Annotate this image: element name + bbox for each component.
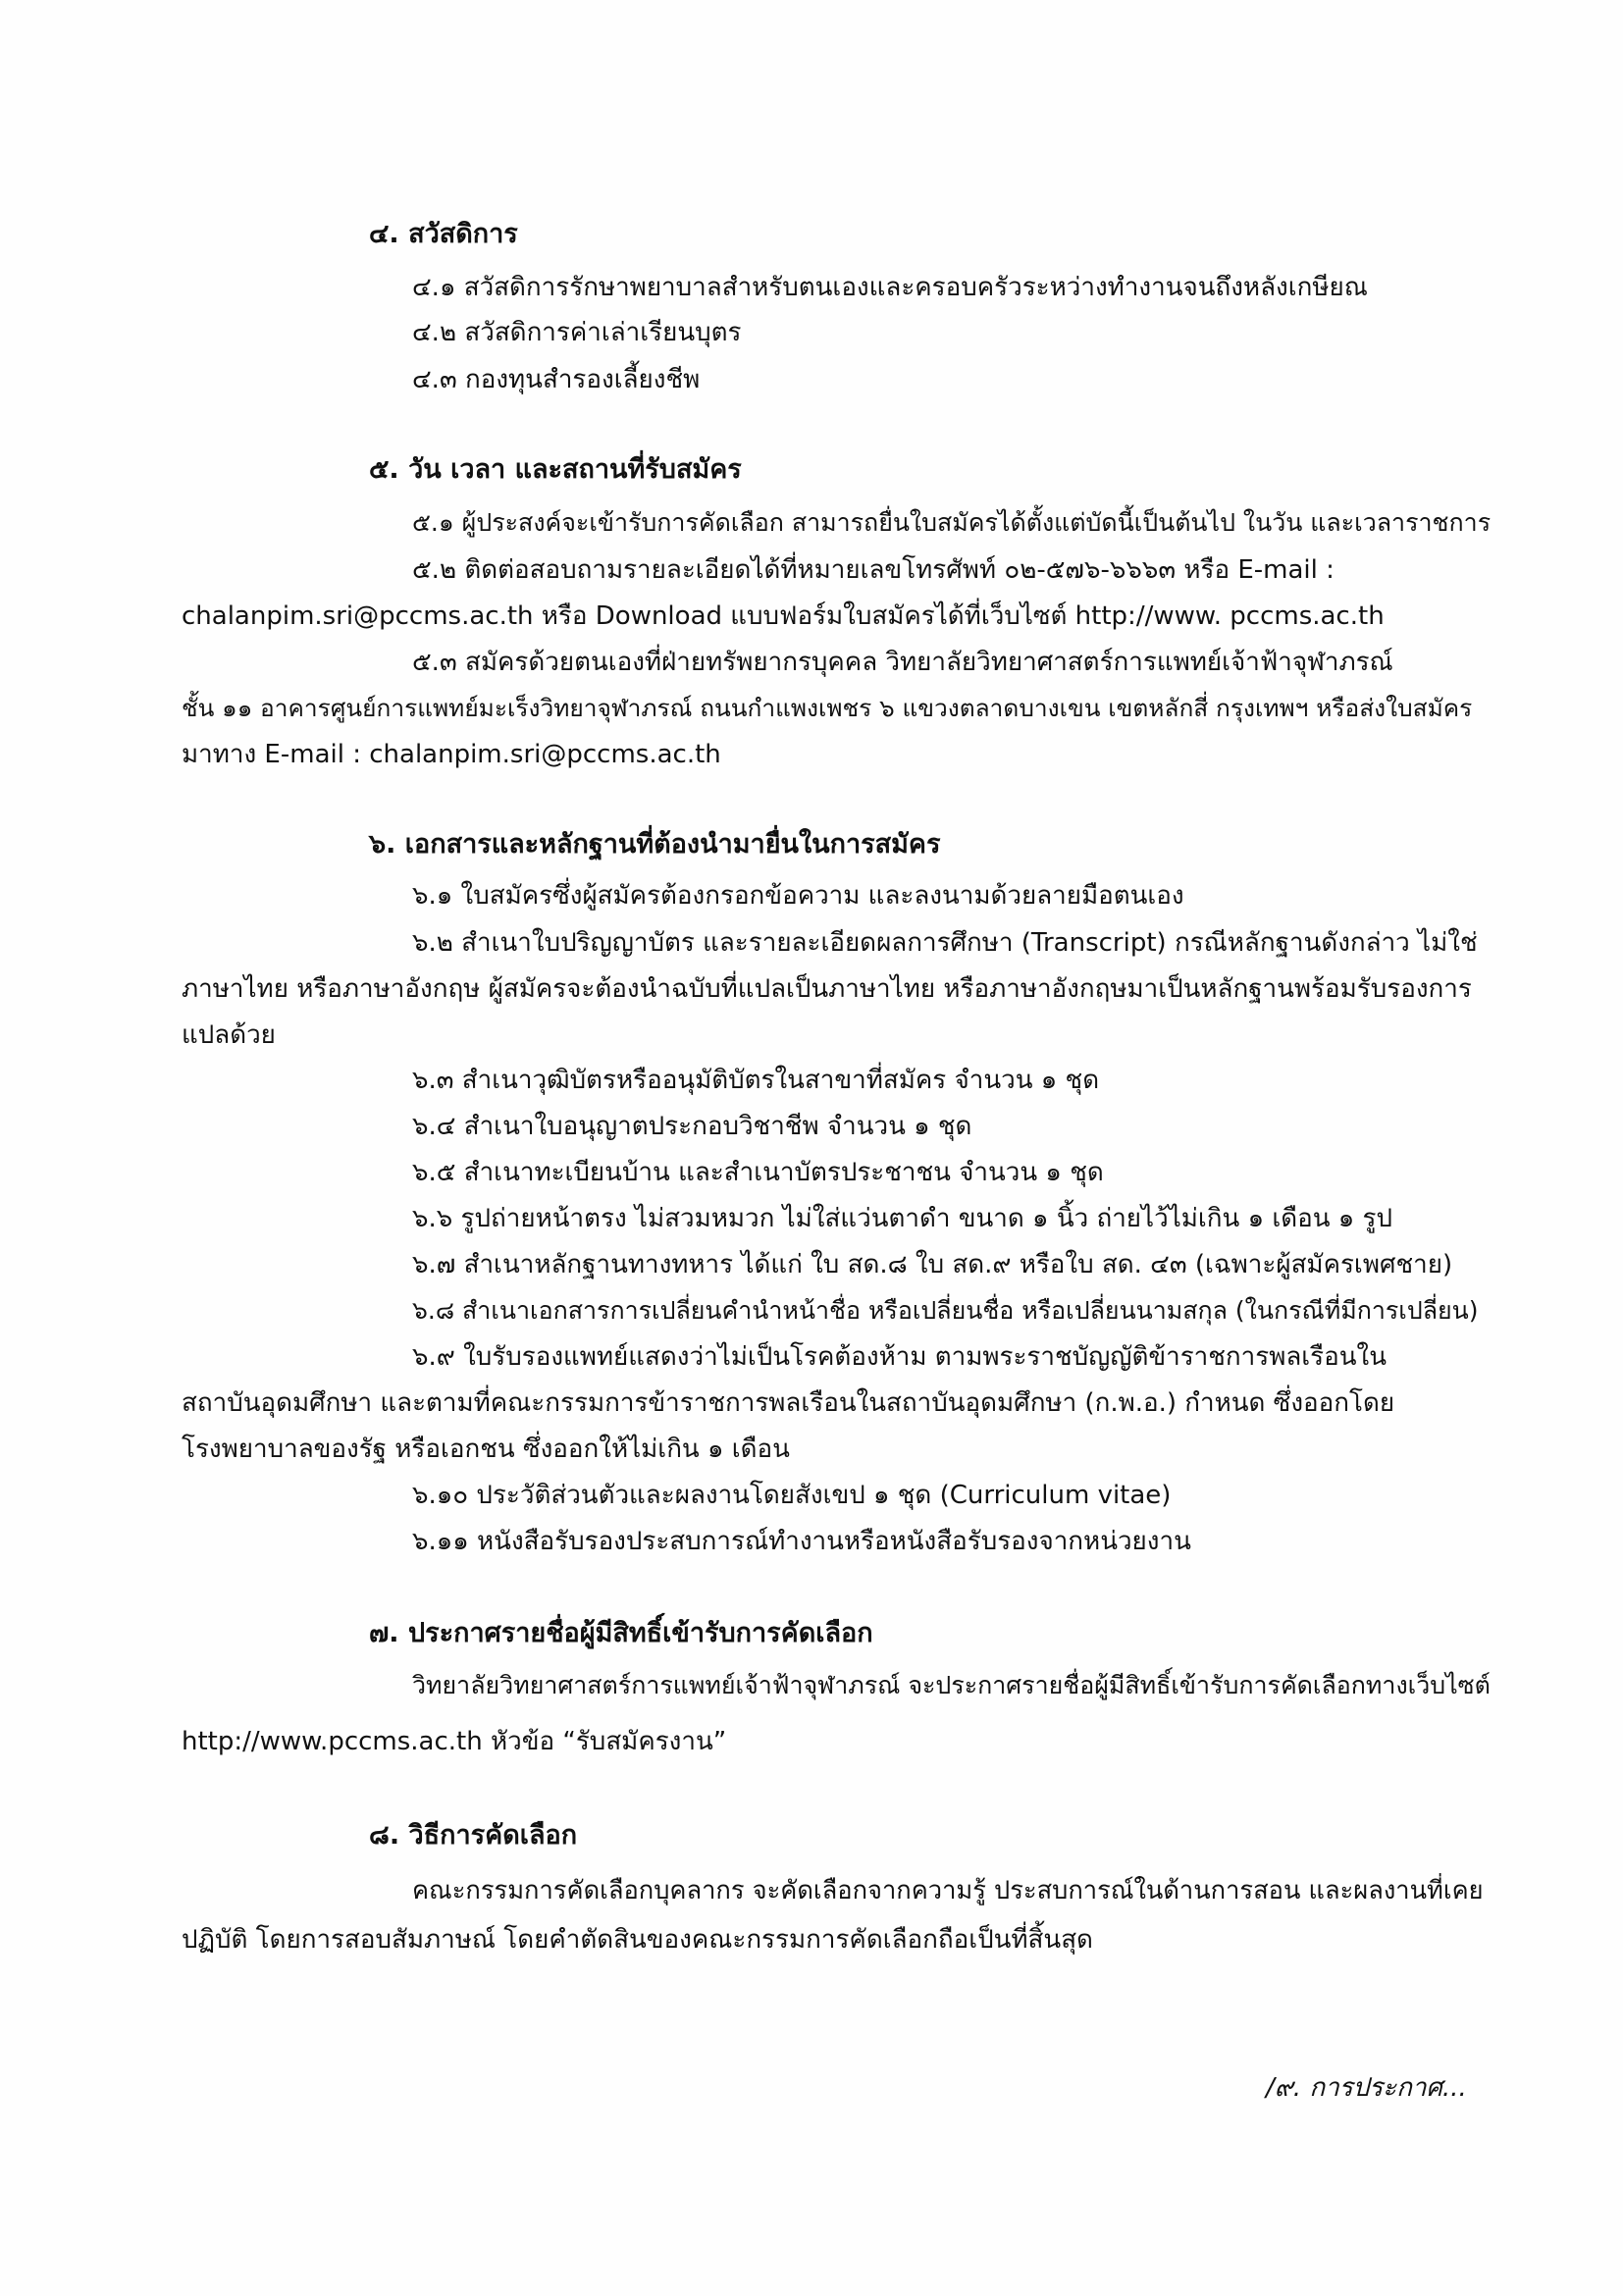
section-8-line-1: คณะกรรมการคัดเลือกบุคลากร จะคัดเลือกจากความรู้ ประสบการณ์ในด้านการสอน และผลงานที่เคย <box>412 1876 1484 1905</box>
section-5-item-2-line-2: chalanpim.sri@pccms.ac.th หรือ Download แบบฟอร์มใบสมัครได้ที่เว็บไซต์ http://www. pccms.ac.th <box>182 601 1385 631</box>
section-8-line-2: ปฏิบัติ โดยการสอบสัมภาษณ์ โดยคำตัดสินของคณะกรรมการคัดเลือกถือเป็นที่สิ้นสุด <box>182 1925 1093 1955</box>
section-6-item-9-line-1: ๖.๙ ใบรับรองแพทย์แสดงว่าไม่เป็นโรคต้องห้าม ตามพระราชบัญญัติข้าราชการพลเรือนใน <box>412 1342 1387 1372</box>
section-6-item-7: ๖.๗ สำเนาหลักฐานทางทหาร ได้แก่ ใบ สด.๘ ใบ สด.๙ หรือใบ สด. ๔๓ (เฉพาะผู้สมัครเพศชาย) <box>412 1250 1453 1279</box>
section-5-item-2-line-1: ๕.๒ ติดต่อสอบถามรายละเอียดได้ที่หมายเลขโทรศัพท์ ๐๒-๕๗๖-๖๖๖๓ หรือ E-mail : <box>412 555 1335 585</box>
section-6-item-11: ๖.๑๑ หนังสือรับรองประสบการณ์ทำงานหรือหนังสือรับรองจากหน่วยงาน <box>412 1527 1191 1556</box>
section-6-item-1: ๖.๑ ใบสมัครซึ่งผู้สมัครต้องกรอกข้อความ และลงนามด้วยลายมือตนเอง <box>412 881 1184 911</box>
section-6-item-6: ๖.๖ รูปถ่ายหน้าตรง ไม่สวมหมวก ไม่ใส่แว่นตาดำ ขนาด ๑ นิ้ว ถ่ายไว้ไม่เกิน ๑ เดือน ๑ รูป <box>412 1204 1393 1233</box>
section-6-heading: ๖. เอกสารและหลักฐานที่ต้องนำมายื่นในการสมัคร <box>369 829 941 860</box>
section-4-item-1: ๔.๑ สวัสดิการรักษาพยาบาลสำหรับตนเองและครอบครัวระหว่างทำงานจนถึงหลังเกษียณ <box>412 273 1368 302</box>
section-7-line-2: http://www.pccms.ac.th หัวข้อ “รับสมัครงาน” <box>182 1727 727 1756</box>
section-6-item-2-line-3: แปลด้วย <box>182 1020 276 1050</box>
section-4-item-2: ๔.๒ สวัสดิการค่าเล่าเรียนบุตร <box>412 318 742 347</box>
section-5-item-3-line-3: มาทาง E-mail : chalanpim.sri@pccms.ac.th <box>182 740 721 769</box>
section-6-item-9-line-2: สถาบันอุดมศึกษา และตามที่คณะกรรมการข้าราชการพลเรือนในสถาบันอุดมศึกษา (ก.พ.อ.) กำหนด ซึ่งออกโดย <box>182 1388 1395 1418</box>
section-6-item-5: ๖.๕ สำเนาทะเบียนบ้าน และสำเนาบัตรประชาชน จำนวน ๑ ชุด <box>412 1158 1104 1187</box>
section-5-item-3-line-2: ชั้น ๑๑ อาคารศูนย์การแพทย์มะเร็งวิทยาจุฬาภรณ์ ถนนกำแพงเพชร ๖ แขวงตลาดบางเขน เขตหลักสี่ กรุงเทพฯ หรือส่งใบสมัคร <box>182 694 1473 722</box>
section-6-item-2-line-2: ภาษาไทย หรือภาษาอังกฤษ ผู้สมัครจะต้องนำฉบับที่แปลเป็นภาษาไทย หรือภาษาอังกฤษมาเป็นหลักฐานพร้อมรับรองการ <box>182 974 1472 1004</box>
section-6-item-3: ๖.๓ สำเนาวุฒิบัตรหรืออนุมัติบัตรในสาขาที่สมัคร จำนวน ๑ ชุด <box>412 1066 1100 1095</box>
section-7-heading: ๗. ประกาศรายชื่อผู้มีสิทธิ์เข้ารับการคัดเลือก <box>369 1618 873 1648</box>
section-6-item-9-line-3: โรงพยาบาลของรัฐ หรือเอกชน ซึ่งออกให้ไม่เกิน ๑ เดือน <box>182 1435 790 1464</box>
section-6-item-4: ๖.๔ สำเนาใบอนุญาตประกอบวิชาชีพ จำนวน ๑ ชุด <box>412 1112 972 1141</box>
section-8-heading: ๘. วิธีการคัดเลือก <box>369 1820 578 1851</box>
section-6-item-8: ๖.๘ สำเนาเอกสารการเปลี่ยนคำนำหน้าชื่อ หรือเปลี่ยนชื่อ หรือเปลี่ยนนามสกุล (ในกรณีที่มีการเปลี่ยน) <box>412 1296 1479 1325</box>
section-4-heading: ๔. สวัสดิการ <box>369 219 518 249</box>
section-5-item-1: ๕.๑ ผู้ประสงค์จะเข้ารับการคัดเลือก สามารถยื่นใบสมัครได้ตั้งแต่บัดนี้เป็นต้นไป ในวัน และเวลาราชการ <box>412 508 1492 537</box>
section-4-item-3: ๔.๓ กองทุนสำรองเลี้ยงชีพ <box>412 365 701 394</box>
section-5-heading: ๕. วัน เวลา และสถานที่รับสมัคร <box>369 454 742 485</box>
section-7-line-1: วิทยาลัยวิทยาศาสตร์การแพทย์เจ้าฟ้าจุฬาภรณ์ จะประกาศรายชื่อผู้มีสิทธิ์เข้ารับการคัดเลือกทางเว็บไซต์ <box>412 1671 1491 1699</box>
section-6-item-2-line-1: ๖.๒ สำเนาใบปริญญาบัตร และรายละเอียดผลการศึกษา (Transcript) กรณีหลักฐานดังกล่าว ไม่ใช่ <box>412 928 1478 958</box>
section-5-item-3-line-1: ๕.๓ สมัครด้วยตนเองที่ฝ่ายทรัพยากรบุคคล วิทยาลัยวิทยาศาสตร์การแพทย์เจ้าฟ้าจุฬาภรณ์ <box>412 648 1393 677</box>
page-continuation: /๙. การประกาศ... <box>1266 2073 1467 2103</box>
section-6-item-10: ๖.๑๐ ประวัติส่วนตัวและผลงานโดยสังเขป ๑ ชุด (Curriculum vitae) <box>412 1481 1172 1510</box>
